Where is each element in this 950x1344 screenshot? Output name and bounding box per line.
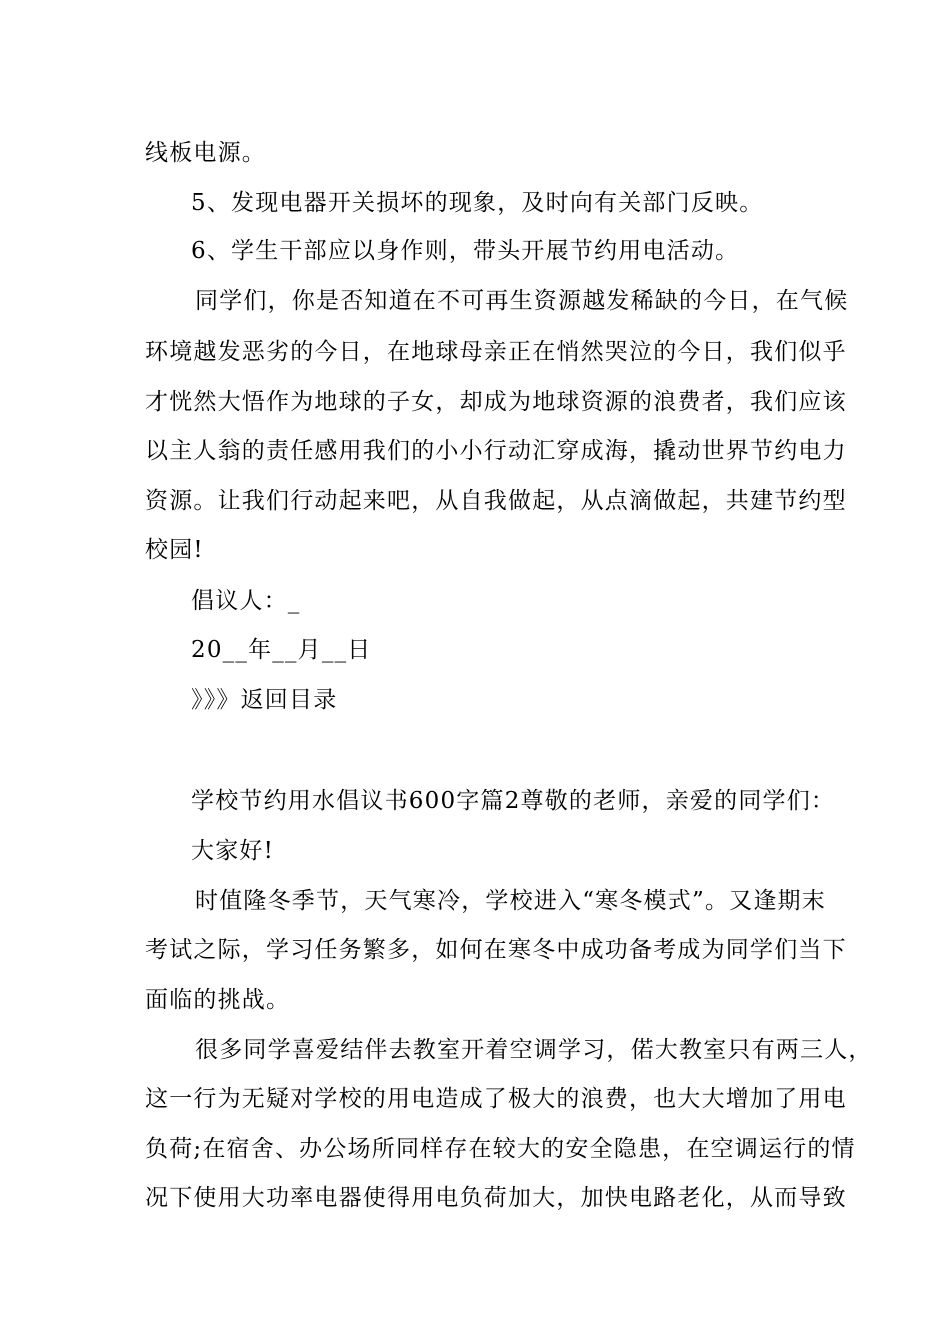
paragraph-line: 这一行为无疑对学校的用电造成了极大的浪费，也大大增加了用电 <box>145 1086 847 1112</box>
paragraph-line: 很多同学喜爱结伴去教室开着空调学习，偌大教室只有两三人， <box>195 1037 873 1063</box>
date-line: 20__年__月__日 <box>191 637 372 663</box>
signature-line: 倡议人：_ <box>191 588 301 614</box>
paragraph-line: 资源。让我们行动起来吧，从自我做起，从点滴做起，共建节约型 <box>145 488 847 514</box>
paragraph-line: 负荷;在宿舍、办公场所同样存在较大的安全隐患，在空调运行的情 <box>145 1136 856 1162</box>
paragraph-line: 以主人翁的责任感用我们的小小行动汇穿成海，撬动世界节约电力 <box>145 438 847 464</box>
text-line: 线板电源。 <box>145 140 266 166</box>
paragraph-line: 校园! <box>145 537 204 563</box>
back-to-contents-link[interactable]: 》》》返回目录 <box>191 687 338 713</box>
greeting-line: 大家好! <box>191 838 275 864</box>
text-line: 5、发现电器开关损坏的现象，及时向有关部门反映。 <box>191 190 764 216</box>
paragraph-line: 面临的挑战。 <box>145 987 291 1013</box>
paragraph-line: 环境越发恶劣的今日，在地球母亲正在悄然哭泣的今日，我们似乎 <box>145 339 847 365</box>
paragraph-line: 同学们，你是否知道在不可再生资源越发稀缺的今日，在气候 <box>195 288 849 314</box>
paragraph-line: 考试之际，学习任务繁多，如何在寒冬中成功备考成为同学们当下 <box>145 937 847 963</box>
paragraph-line: 才恍然大悟作为地球的子女，却成为地球资源的浪费者，我们应该 <box>145 389 847 415</box>
text-line: 6、学生干部应以身作则，带头开展节约用电活动。 <box>191 238 740 264</box>
paragraph-line: 况下使用大功率电器使得用电负荷加大，加快电路老化，从而导致 <box>145 1185 847 1211</box>
paragraph-line: 时值隆冬季节，天气寒冷，学校进入“寒冬模式”。又逢期末 <box>195 888 826 914</box>
section-heading: 学校节约用水倡议书600字篇2尊敬的老师，亲爱的同学们： <box>191 788 836 814</box>
